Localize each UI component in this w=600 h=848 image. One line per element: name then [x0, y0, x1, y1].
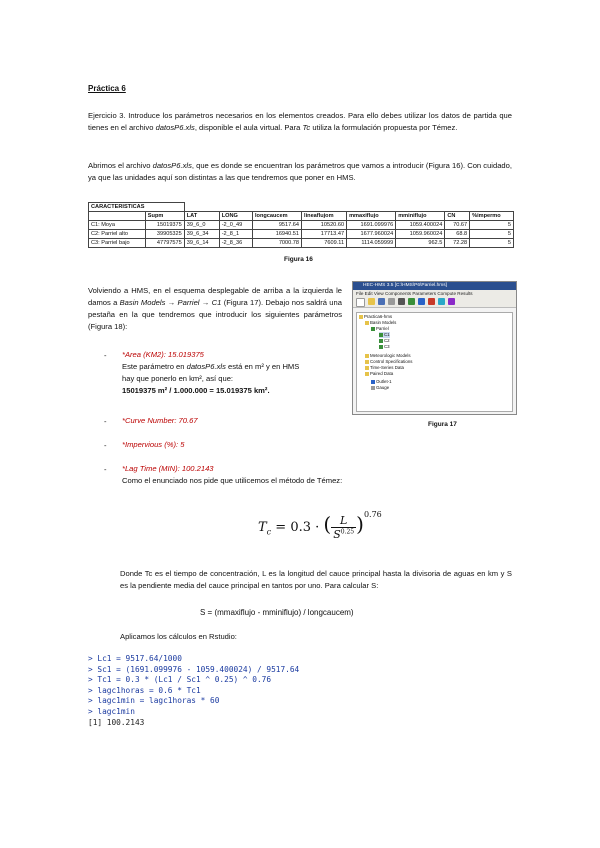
tree-label: Time-Series Data: [370, 365, 404, 370]
source-icon: [438, 298, 445, 305]
folder-icon: [365, 366, 369, 370]
param-cn: [122, 415, 198, 427]
tree-label: Gauge: [376, 385, 390, 390]
th: CN: [445, 212, 470, 221]
th: [89, 212, 146, 221]
hms-screenshot: [352, 281, 517, 415]
hms-menubar: File Edit View Components Parameters Compute Results: [353, 290, 516, 297]
formula-den: S: [333, 528, 341, 541]
cell: -2_8_36: [219, 239, 252, 248]
th: mmaxiflujo: [347, 212, 396, 221]
tree-item[interactable]: [365, 371, 393, 377]
save-icon: [378, 298, 385, 305]
lag-label: *Lag Time (MIN): 100.2143: [122, 464, 214, 473]
cell: C1: Moya: [89, 221, 146, 230]
cell: 7609.11: [302, 239, 347, 248]
bullet-dash: -: [104, 351, 107, 360]
cell: 1114.059999: [347, 239, 396, 248]
open-file-paragraph: [88, 160, 512, 184]
formula-exp: 0.76: [363, 510, 382, 519]
folder-icon: [365, 360, 369, 364]
outlet-icon: [371, 380, 375, 384]
code-line: > lagc1horas = 0.6 * Tc1: [88, 685, 201, 695]
file-name: datosP6.xls: [186, 362, 226, 371]
cell: 10520.60: [302, 221, 347, 230]
cell: 15019375: [145, 221, 184, 230]
hms-text-a: Volviendo a HMS, en el esquema desplegable de arriba a la izquierda le damos a: [88, 286, 342, 307]
tree-label: Parriel: [376, 326, 389, 331]
tree-label: Meteorologic Models: [370, 353, 411, 358]
file-name: datosP6.xls: [155, 123, 195, 132]
tree-label: Outlet-1: [376, 379, 392, 384]
table-row: [89, 230, 514, 239]
code-line: > Tc1 = 0.3 * (Lc1 / Sc1 ^ 0.25) ^ 0.76: [88, 675, 272, 685]
code-output: [1] 100.2143: [88, 717, 145, 727]
cell: 39905325: [145, 230, 184, 239]
code-line: > lagc1min: [88, 706, 135, 716]
table-header-row: [89, 212, 514, 221]
code-line: > lagc1min = lagc1horas * 60: [88, 696, 220, 706]
param-area: [122, 349, 358, 397]
explanation-paragraph: Donde Tc es el tiempo de concentración, L es la longitud del cauce principal hasta la divisoria de aguas en km y S es la pendiente media del cauce principal en tantos por uno. Para calcular S:: [120, 569, 512, 590]
cell: 9517.64: [252, 221, 301, 230]
cell: 70.67: [445, 221, 470, 230]
code-line: > Sc1 = (1691.099976 - 1059.400024) / 9517.64: [88, 664, 300, 674]
formula-num: L: [331, 514, 356, 528]
tree-label: Practica6-hms: [364, 314, 393, 319]
hms-watershed-explorer: [356, 312, 513, 412]
hms-paragraph: [88, 285, 342, 333]
cell: 1059.960024: [396, 230, 445, 239]
impervious-label: *Impervious (%): 5: [122, 440, 185, 449]
cell: 39_6_14: [184, 239, 219, 248]
cell: 1677.960024: [347, 230, 396, 239]
open-file-post: , que es donde se encuentran los parámetros que vamos a introducir (Figura 16). Con cuidado, ya que las unidades aquí son distintas a las que tendremos que poner en HMS.: [88, 161, 512, 182]
cell: 1691.099976: [347, 221, 396, 230]
figure-16-caption: Figura 16: [284, 256, 313, 263]
table-section: CARACTERISTICAS: [89, 203, 185, 212]
lag-text: Como el enunciado nos pide que utilicemos el método de Témez:: [122, 476, 343, 485]
th: mminiflujo: [396, 212, 445, 221]
subbasin-icon: [379, 333, 383, 337]
th: lineaflujom: [302, 212, 347, 221]
param-lag: [122, 463, 422, 487]
folder-icon: [359, 315, 363, 319]
s-formula: S = (mmaxiflujo - mminiflujo) / longcaucem): [200, 608, 354, 617]
cell: 5: [470, 230, 514, 239]
print-icon: [388, 298, 395, 305]
th: LAT: [184, 212, 219, 221]
area-calc: 15019375 m² / 1.000.000 = 15.019375 km².: [122, 386, 270, 395]
formula-lhs: T: [258, 520, 267, 535]
cell: 39_6_0: [184, 221, 219, 230]
file-name: datosP6.xls: [152, 161, 192, 170]
tree-label: C2: [384, 338, 390, 343]
exercise-text-mid: , disponible el aula virtual. Para: [194, 123, 301, 132]
th: longcaucem: [252, 212, 301, 221]
hms-titlebar: HEC-HMS 3.5 [C:\HMS\P6\Parriel.hms]: [353, 282, 516, 290]
area-l1-pre: Este parámetro en: [122, 362, 185, 371]
cell: 1059.400024: [396, 221, 445, 230]
bullet-dash: -: [104, 441, 107, 450]
area-line1: [122, 361, 358, 373]
formula-eq: = 0.3 ·: [275, 520, 320, 535]
page-title: Práctica 6: [88, 84, 126, 93]
cell: 68.8: [445, 230, 470, 239]
formula-den-exp: 0.25: [340, 528, 355, 536]
cell: 5: [470, 221, 514, 230]
cell: 16940.51: [252, 230, 301, 239]
cell: 72.28: [445, 239, 470, 248]
folder-icon: [365, 372, 369, 376]
tree-item[interactable]: [371, 385, 389, 391]
exercise-text: Ejercicio 3. Introduce los parámetros necesarios en los elementos creados. Para ello debes utilizar los datos de partida que tienes en el archivo: [88, 111, 512, 132]
subbasin-icon: [379, 339, 383, 343]
cell: 7000.78: [252, 239, 301, 248]
bullet-dash: -: [104, 417, 107, 426]
exercise-statement: [88, 110, 512, 134]
r-console: [88, 654, 299, 728]
paren-open: (: [323, 512, 332, 536]
sink-icon: [448, 298, 455, 305]
area-label: [122, 349, 358, 361]
folder-icon: [365, 321, 369, 325]
cell: 39_6_34: [184, 230, 219, 239]
new-icon: [356, 298, 365, 307]
exercise-text-end: utiliza la formulación propuesta por Témez.: [312, 123, 458, 132]
temez-formula: [258, 510, 382, 541]
basin-path: Basin Models → Parriel → C1: [119, 298, 222, 307]
subbasin-icon: [379, 345, 383, 349]
cell: 47797575: [145, 239, 184, 248]
pointer-icon: [398, 298, 405, 305]
reach-icon: [418, 298, 425, 305]
subbasin-icon: [408, 298, 415, 305]
open-file-pre: Abrimos el archivo: [88, 161, 151, 170]
figure-17-caption: Figura 17: [428, 421, 457, 428]
tree-label: Paired Data: [370, 371, 394, 376]
th: LONG: [219, 212, 252, 221]
cell: 5: [470, 239, 514, 248]
cell: C2: Parriel alto: [89, 230, 146, 239]
cell: 17713.47: [302, 230, 347, 239]
area-line2: hay que ponerlo en km², así que:: [122, 374, 234, 383]
cell: C3: Parriel bajo: [89, 239, 146, 248]
cell: -2_0_49: [219, 221, 252, 230]
junction-icon: [428, 298, 435, 305]
data-table: [88, 202, 514, 248]
area-l1-post: está en m² y en HMS: [228, 362, 300, 371]
th: %impermo: [470, 212, 514, 221]
gauge-icon: [371, 386, 375, 390]
folder-icon: [365, 354, 369, 358]
area-label-text: *Area (KM2): 15.019375: [122, 350, 204, 359]
cell: -2_8_1: [219, 230, 252, 239]
tree-label: Control Specifications: [370, 359, 413, 364]
table-row: [89, 221, 514, 230]
basin-icon: [371, 327, 375, 331]
tree-label: C1: [384, 332, 390, 337]
cn-label: *Curve Number: 70.67: [122, 416, 198, 425]
cell: 962.5: [396, 239, 445, 248]
tc-symbol: Tc: [302, 123, 311, 132]
hms-toolbar: [353, 297, 516, 308]
tree-item[interactable]: [379, 344, 390, 350]
param-impervious: [122, 439, 184, 451]
table-row: [89, 239, 514, 248]
open-icon: [368, 298, 375, 305]
formula-fraction: [331, 514, 356, 541]
code-line: > Lc1 = 9517.64/1000: [88, 654, 182, 663]
bullet-dash: -: [104, 465, 107, 474]
th: Supm: [145, 212, 184, 221]
rstudio-intro: Aplicamos los cálculos en Rstudio:: [120, 632, 237, 641]
tree-label: C3: [384, 344, 390, 349]
tree-label: Basin Models: [370, 320, 397, 325]
hms-text-b: (Figura 17). Debajo nos saldrá una pestaña en la que tendremos que introducir los siguientes parámetros (Figura 18):: [88, 298, 342, 331]
paren-close: ): [356, 512, 364, 536]
formula-sub: c: [266, 527, 272, 537]
